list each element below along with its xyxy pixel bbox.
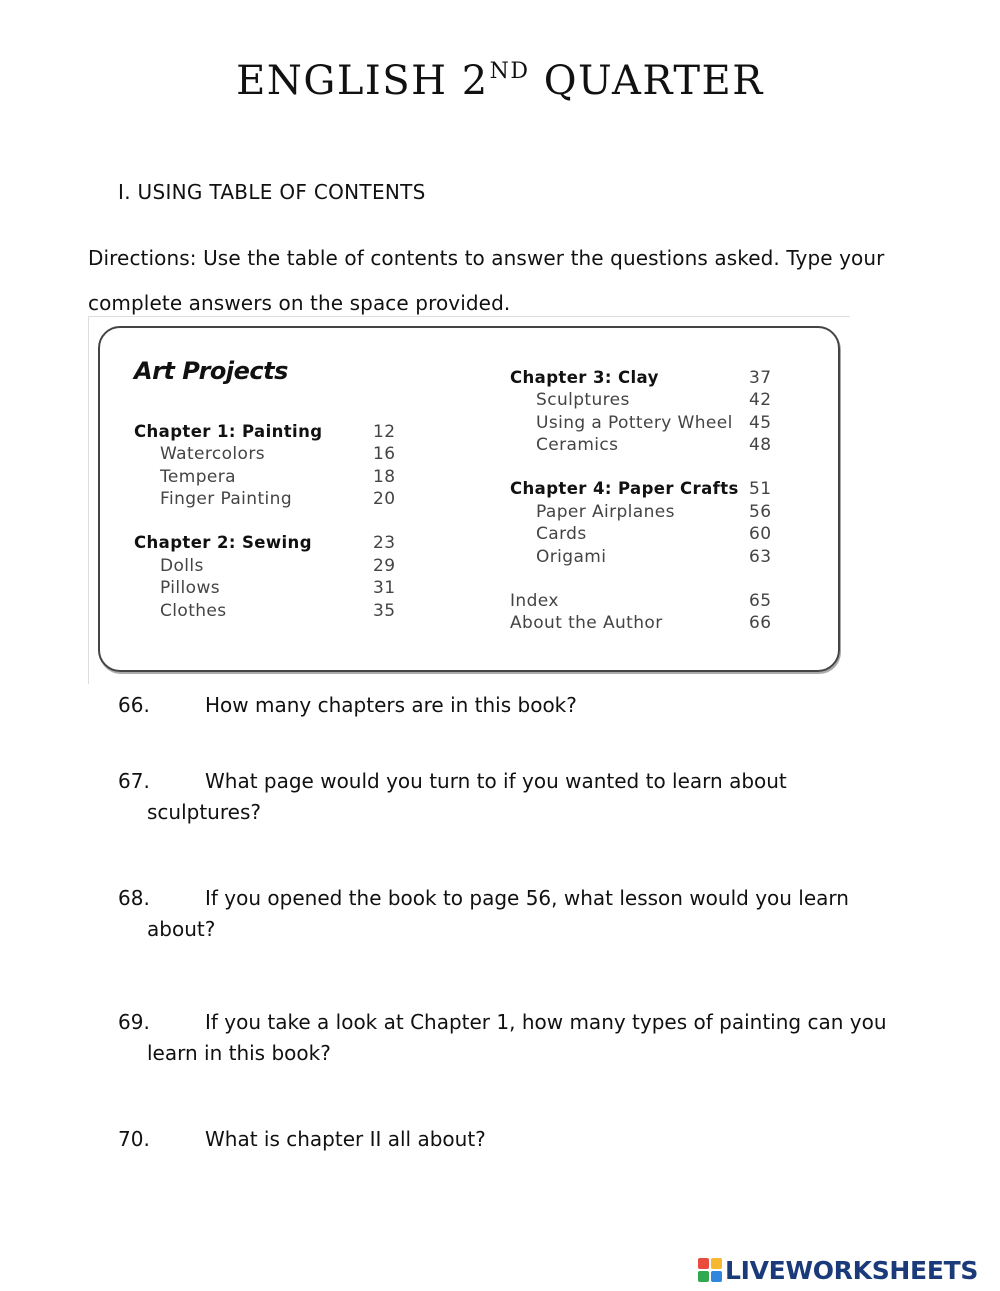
toc-entry-label: Chapter 1: Painting	[134, 422, 323, 441]
toc-entry-page: 65	[749, 590, 772, 611]
question-69	[118, 1007, 898, 1069]
title-superscript: ND	[489, 59, 530, 84]
question-number: 67.	[118, 769, 150, 793]
toc-entry-label: Paper Airplanes	[536, 501, 675, 522]
toc-entry-page: 42	[749, 390, 772, 411]
logo-text: LIVEWORKSHEETS	[725, 1255, 979, 1285]
logo-blocks-icon	[698, 1258, 722, 1282]
question-text: If you take a look at Chapter 1, how many types of painting can you	[205, 1010, 887, 1034]
question-66	[118, 690, 898, 721]
toc-entry-page: 37	[749, 368, 772, 388]
title-end: QUARTER	[529, 58, 764, 104]
toc-entry-page: 63	[749, 546, 772, 567]
toc-entry-label: Chapter 4: Paper Crafts	[510, 479, 739, 499]
title-main: ENGLISH 2	[236, 58, 489, 104]
toc-entry-label: Finger Painting	[160, 489, 293, 510]
toc-entry-page: 16	[373, 444, 396, 465]
toc-entry-page: 20	[373, 489, 396, 510]
liveworksheets-logo[interactable]	[698, 1256, 978, 1284]
toc-entry-label: Origami	[536, 546, 607, 567]
question-text-continued: learn in this book?	[147, 1041, 331, 1065]
toc-entry-label: About the Author	[510, 613, 663, 634]
toc-entry-label: Pillows	[160, 578, 221, 599]
toc-entry-label: Using a Pottery Wheel	[536, 412, 733, 433]
toc-entry-label: Dolls	[160, 555, 204, 576]
question-text: What page would you turn to if you wanted to learn about	[205, 769, 787, 793]
page-title	[0, 58, 1000, 104]
question-text: How many chapters are in this book?	[205, 693, 577, 717]
toc-entry-page: 56	[749, 501, 772, 522]
question-68	[118, 883, 898, 945]
toc-entry-label: Chapter 2: Sewing	[134, 533, 312, 553]
question-number: 66.	[118, 693, 150, 717]
toc-entry-label: Sculptures	[536, 390, 630, 411]
toc-entry-label: Tempera	[160, 466, 236, 487]
toc-entry-page: 23	[373, 533, 396, 554]
question-text: If you opened the book to page 56, what lesson would you learn	[205, 886, 849, 910]
question-70	[118, 1124, 898, 1155]
toc-entry-page: 12	[373, 422, 396, 442]
toc-entry-label: Chapter 3: Clay	[510, 368, 659, 387]
toc-entry-label: Index	[510, 590, 559, 611]
section-heading: I. USING TABLE OF CONTENTS	[118, 180, 426, 204]
question-number: 69.	[118, 1010, 150, 1034]
toc-entry-page: 48	[749, 435, 772, 456]
question-number: 70.	[118, 1127, 150, 1151]
question-number: 68.	[118, 886, 150, 910]
question-67	[118, 766, 898, 828]
toc-entry-page: 29	[373, 555, 396, 576]
directions-text: Directions: Use the table of contents to answer the questions asked. Type your complete answers on the space provided.	[88, 246, 885, 315]
toc-entry-page: 66	[749, 613, 772, 634]
toc-entry-page: 35	[373, 600, 396, 621]
toc-entry-page: 18	[373, 466, 396, 487]
toc-entry-label: Cards	[536, 524, 587, 545]
toc-entry-page: 31	[373, 578, 396, 599]
question-text-continued: sculptures?	[147, 800, 261, 824]
toc-entry-page: 51	[749, 479, 772, 500]
question-text-continued: about?	[147, 917, 216, 941]
toc-entry-page: 60	[749, 524, 772, 545]
toc-heading: Art Projects	[134, 357, 288, 385]
toc-entry-label: Clothes	[160, 600, 227, 621]
toc-entry-label: Watercolors	[160, 444, 265, 465]
toc-entry-page: 45	[749, 412, 772, 433]
question-text: What is chapter II all about?	[205, 1127, 486, 1151]
toc-entry-label: Ceramics	[536, 435, 619, 456]
